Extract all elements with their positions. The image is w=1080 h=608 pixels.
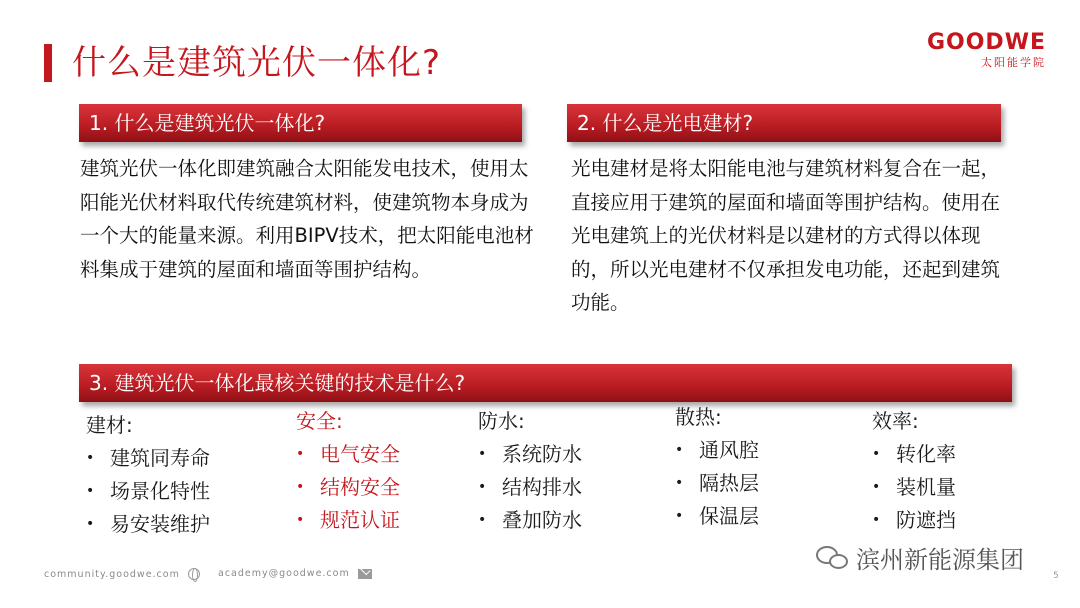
column-title: 效率: [872,409,919,433]
list-item-label: 建筑同寿命 [110,446,210,470]
column-title: 安全: [296,409,343,433]
bullet-icon: • [675,508,684,524]
list-item [675,467,865,500]
bullet-icon: • [872,446,881,462]
list-item-label: 结构安全 [320,475,400,499]
tech-column-heat-dissipation [675,400,865,533]
section-2-heading: 2. 什么是光电建材? [567,104,1001,142]
globe-icon [188,568,200,580]
list-item-label: 场景化特性 [110,479,210,503]
list-item [872,438,1062,471]
column-list [296,438,486,537]
section-1-body: 建筑光伏一体化即建筑融合太阳能发电技术，使用太阳能光伏材料取代传统建筑材料，使建筑物本身成为一个大的能量来源。利用BIPV技术，把太阳能电池材料集成于建筑的屋面和墙面等围护结构。 [80,157,534,281]
column-list [86,442,276,541]
section-1-heading: 1. 什么是建筑光伏一体化? [79,104,522,142]
page-title: 什么是建筑光伏一体化? [72,43,442,83]
list-item [478,504,668,537]
list-item [872,471,1062,504]
list-item-label: 防遮挡 [896,508,956,532]
wechat-icon [816,544,850,572]
column-list [872,438,1062,537]
list-item [675,434,865,467]
list-item [296,471,486,504]
list-item-label: 规范认证 [320,508,400,532]
page-number: 5 [1053,571,1059,581]
list-item [675,500,865,533]
tech-column-efficiency [872,404,1062,537]
bullet-icon: • [86,483,95,499]
footer-academy [218,568,372,579]
watermark-text: 滨州新能源集团 [856,546,1024,574]
bullet-icon: • [86,450,95,466]
bullet-icon: • [296,512,305,528]
list-item [296,504,486,537]
list-item-label: 隔热层 [699,471,759,495]
list-item-label: 保温层 [699,504,759,528]
list-item-label: 装机量 [896,475,956,499]
list-item-label: 通风腔 [699,438,759,462]
wechat-watermark [816,540,1024,575]
tech-column-waterproof [478,404,668,537]
list-item [872,504,1062,537]
bullet-icon: • [675,442,684,458]
goodwe-logo [916,30,1046,70]
bullet-icon: • [478,479,487,495]
list-item [296,438,486,471]
bullet-icon: • [872,479,881,495]
list-item-label: 易安装维护 [110,512,210,536]
column-title: 建材: [86,413,133,437]
section-3-heading: 3. 建筑光伏一体化最核关键的技术是什么? [79,364,1012,402]
bullet-icon: • [872,512,881,528]
list-item [86,475,276,508]
list-item-label: 叠加防水 [502,508,582,532]
section-2-body: 光电建材是将太阳能电池与建筑材料复合在一起，直接应用于建筑的屋面和墙面等围护结构。使用在光电建筑上的光伏材料是以建材的方式得以体现的，所以光电建材不仅承担发电功能，还起到建筑功能。 [571,157,1001,314]
list-item [478,471,668,504]
tech-column-materials [86,408,276,541]
column-title: 防水: [478,409,525,433]
logo-subtitle: 太阳能学院 [981,56,1046,69]
column-list [478,438,668,537]
academy-email[interactable]: academy@goodwe.com [218,568,350,579]
column-list [675,434,865,533]
list-item [478,438,668,471]
bullet-icon: • [296,479,305,495]
logo-wordmark: GOODWE [926,30,1046,55]
title-accent-bar [44,44,52,82]
community-url[interactable]: community.goodwe.com [44,568,180,580]
bullet-icon: • [478,512,487,528]
list-item-label: 电气安全 [320,442,400,466]
column-title: 散热: [675,405,722,429]
tech-column-safety [296,404,486,537]
list-item-label: 转化率 [896,442,956,466]
bullet-icon: • [86,516,95,532]
list-item-label: 结构排水 [502,475,582,499]
bullet-icon: • [478,446,487,462]
bullet-icon: • [675,475,684,491]
mail-icon [358,569,372,579]
footer-community [44,568,200,580]
list-item-label: 系统防水 [502,442,582,466]
bullet-icon: • [296,446,305,462]
list-item [86,442,276,475]
list-item [86,508,276,541]
